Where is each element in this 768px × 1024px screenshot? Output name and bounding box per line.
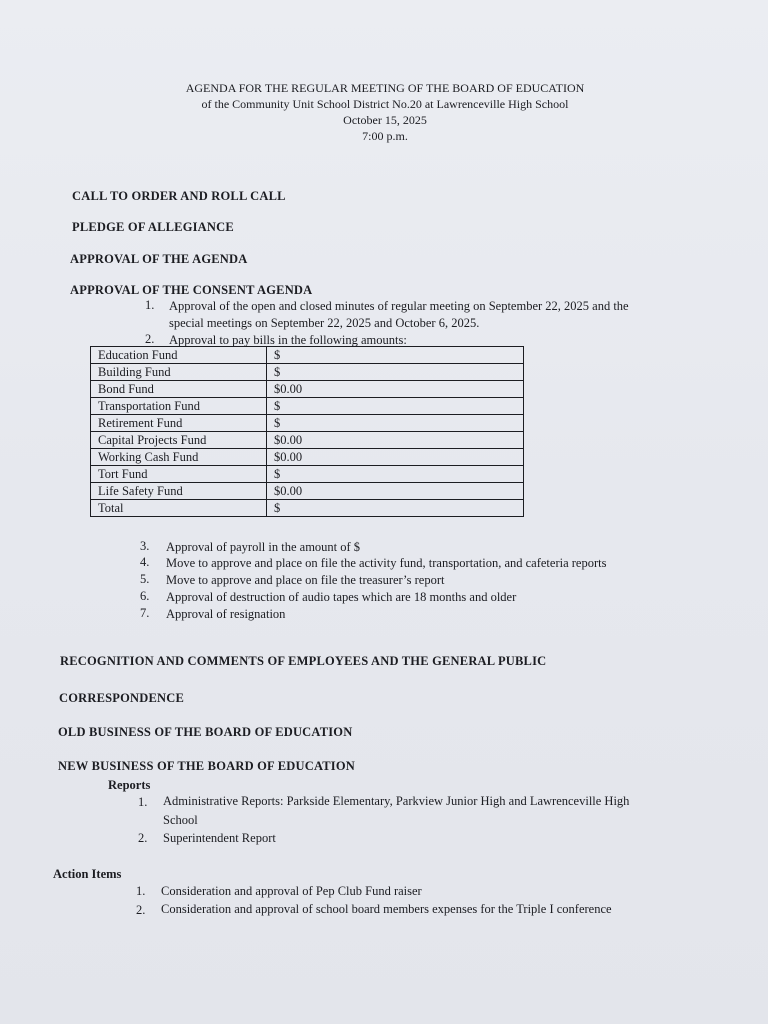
section-recognition: RECOGNITION AND COMMENTS OF EMPLOYEES AND THE GENERAL PUBLIC <box>60 654 547 668</box>
agenda-header <box>130 80 640 144</box>
fund-name: Working Cash Fund <box>91 449 267 466</box>
action-item-2-text: Consideration and approval of school board members expenses for the Triple I conference <box>161 902 612 916</box>
fund-name: Life Safety Fund <box>91 483 267 500</box>
action-items-heading: Action Items <box>53 867 122 881</box>
table-row-total <box>91 500 524 517</box>
report-item-2-number: 2. <box>138 831 148 845</box>
report-item-1-text-cont: School <box>163 813 198 827</box>
section-new-business: NEW BUSINESS OF THE BOARD OF EDUCATION <box>58 759 356 773</box>
header-district: of the Community Unit School District No.20 at Lawrenceville High School <box>201 97 569 111</box>
consent-item-4-number: 4. <box>140 555 150 569</box>
fund-amount: $ <box>267 347 524 364</box>
fund-amount: $ <box>267 415 524 432</box>
consent-item-2-text: Approval to pay bills in the following amounts: <box>169 333 407 347</box>
consent-item-4-text: Move to approve and place on file the activity fund, transportation, and cafeteria reports <box>166 556 607 570</box>
section-call-to-order: CALL TO ORDER AND ROLL CALL <box>72 189 286 203</box>
fund-amount: $ <box>267 398 524 415</box>
report-item-1-number: 1. <box>138 795 148 809</box>
table-row <box>91 381 524 398</box>
table-row <box>91 347 524 364</box>
consent-item-1-text: Approval of the open and closed minutes of regular meeting on September 22, 2025 and the <box>169 299 629 313</box>
header-date: October 15, 2025 <box>343 113 427 127</box>
header-time: 7:00 p.m. <box>362 129 408 143</box>
action-item-2-number: 2. <box>136 903 146 917</box>
consent-item-6-text: Approval of destruction of audio tapes which are 18 months and older <box>166 590 517 604</box>
consent-item-7-text: Approval of resignation <box>166 607 286 621</box>
section-approval-agenda: APPROVAL OF THE AGENDA <box>70 252 248 266</box>
section-old-business: OLD BUSINESS OF THE BOARD OF EDUCATION <box>58 725 353 739</box>
fund-name: Transportation Fund <box>91 398 267 415</box>
consent-item-3-number: 3. <box>140 539 150 553</box>
fund-amount: $0.00 <box>267 432 524 449</box>
fund-name: Building Fund <box>91 364 267 381</box>
header-title: AGENDA FOR THE REGULAR MEETING OF THE BOARD OF EDUCATION <box>185 81 585 95</box>
fund-amount: $0.00 <box>267 449 524 466</box>
section-correspondence: CORRESPONDENCE <box>59 691 185 705</box>
report-item-2-text: Superintendent Report <box>163 831 276 845</box>
consent-item-7-number: 7. <box>140 606 150 620</box>
fund-amount: $ <box>267 500 524 517</box>
consent-item-5-number: 5. <box>140 572 150 586</box>
section-consent-agenda: APPROVAL OF THE CONSENT AGENDA <box>70 283 313 297</box>
table-row <box>91 415 524 432</box>
consent-item-1-text-cont: special meetings on September 22, 2025 and October 6, 2025. <box>169 316 480 330</box>
fund-name: Tort Fund <box>91 466 267 483</box>
fund-name: Capital Projects Fund <box>91 432 267 449</box>
consent-item-2-number: 2. <box>145 332 155 346</box>
action-item-1-number: 1. <box>136 884 146 898</box>
fund-amount: $ <box>267 466 524 483</box>
consent-item-3-text: Approval of payroll in the amount of $ <box>166 540 361 554</box>
fund-amount: $0.00 <box>267 483 524 500</box>
table-row <box>91 432 524 449</box>
fund-name: Education Fund <box>91 347 267 364</box>
consent-item-5-text: Move to approve and place on file the treasurer’s report <box>166 573 445 587</box>
action-item-1-text: Consideration and approval of Pep Club Fund raiser <box>161 884 422 898</box>
table-row <box>91 449 524 466</box>
reports-heading: Reports <box>108 778 151 792</box>
table-row <box>91 364 524 381</box>
fund-name: Bond Fund <box>91 381 267 398</box>
table-row <box>91 466 524 483</box>
table-row <box>91 483 524 500</box>
section-pledge: PLEDGE OF ALLEGIANCE <box>72 220 234 234</box>
bills-table <box>90 346 524 517</box>
fund-name: Retirement Fund <box>91 415 267 432</box>
fund-name: Total <box>91 500 267 517</box>
fund-amount: $ <box>267 364 524 381</box>
consent-item-1-number: 1. <box>145 298 155 312</box>
table-row <box>91 398 524 415</box>
report-item-1-text: Administrative Reports: Parkside Elementary, Parkview Junior High and Lawrenceville High <box>163 794 630 808</box>
fund-amount: $0.00 <box>267 381 524 398</box>
consent-item-6-number: 6. <box>140 589 150 603</box>
